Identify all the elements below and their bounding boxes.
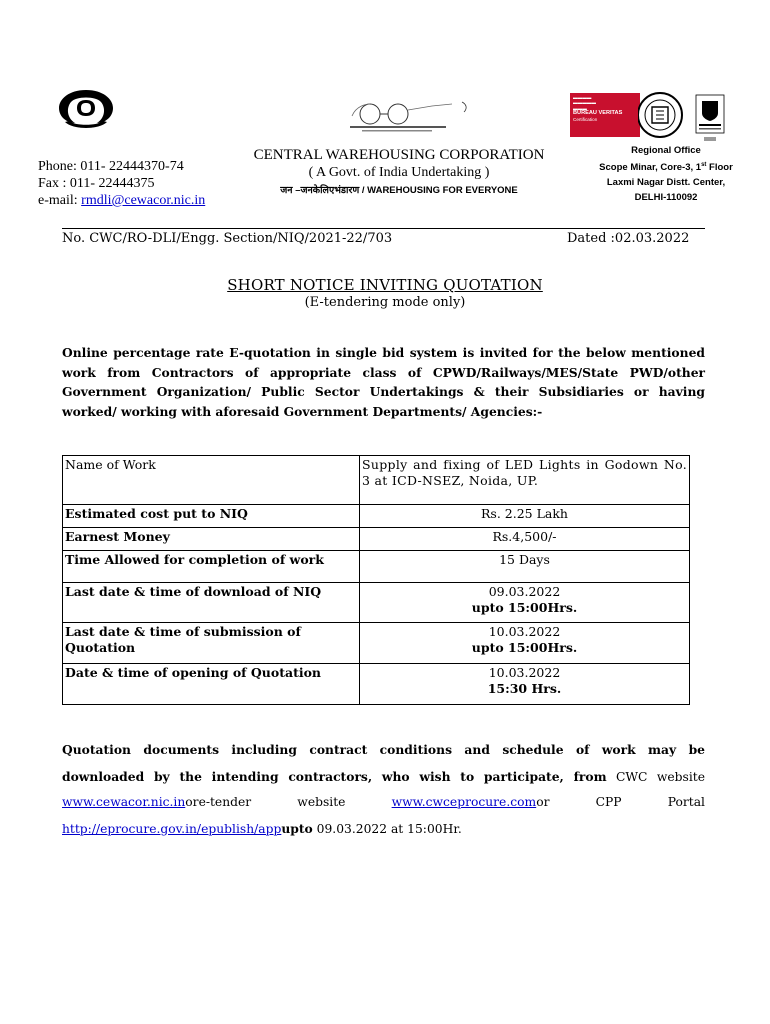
regional-line-1a: Scope Minar, Core-3, 1	[599, 162, 702, 174]
table-row	[63, 551, 690, 583]
submission-date: 10.03.2022	[488, 624, 561, 639]
bv-seal-icon	[638, 87, 730, 147]
opening-time: 15:30 Hrs.	[487, 681, 562, 696]
work-details-table	[62, 455, 690, 705]
header-divider	[62, 228, 705, 229]
org-name: CENTRAL WAREHOUSING CORPORATION	[253, 147, 545, 163]
regional-office-address	[568, 143, 764, 205]
email-label: e-mail:	[38, 193, 82, 208]
documents-text-3: or CPP Portal	[536, 795, 705, 809]
regional-title: Regional Office	[631, 145, 701, 156]
notice-title-block	[0, 276, 770, 310]
opening-date: 10.03.2022	[488, 665, 561, 680]
earnest-money-value: Rs.4,500/-	[360, 528, 690, 551]
name-of-work-value: Supply and fixing of LED Lights in Godown No. 3 at ICD-NSEZ, Noida, UP.	[360, 456, 690, 505]
estimated-cost-label: Estimated cost put to NIQ	[63, 505, 360, 528]
table-row	[63, 583, 690, 623]
table-row	[63, 664, 690, 705]
certification-logos	[570, 87, 730, 143]
eprocure-link[interactable]: http://eprocure.gov.in/epublish/app	[62, 821, 282, 836]
documents-deadline: 09.03.2022 at 15:00Hr.	[312, 821, 462, 836]
org-subtitle: ( A Govt. of India Undertaking )	[308, 165, 490, 180]
documents-paragraph	[62, 737, 705, 842]
notice-subtitle: (E-tendering mode only)	[304, 295, 466, 310]
completion-time-label: Time Allowed for completion of work	[63, 551, 360, 583]
regional-line-3: DELHI-110092	[634, 192, 698, 204]
table-row	[63, 623, 690, 664]
contact-block	[38, 158, 205, 209]
submission-time: upto 15:00Hrs.	[471, 640, 578, 655]
regional-line-2: Laxmi Nagar Distt. Center,	[606, 177, 726, 189]
download-deadline-label: Last date & time of download of NIQ	[63, 583, 360, 623]
download-deadline-value	[360, 583, 690, 623]
submission-deadline-label: Last date & time of submission of Quotation	[63, 623, 360, 664]
table-row	[63, 505, 690, 528]
regional-line-1b: Floor	[706, 162, 733, 174]
regional-line-1	[568, 158, 764, 175]
document-date: Dated :02.03.2022	[567, 231, 690, 246]
cwc-logo	[55, 86, 117, 132]
completion-time-value: 15 Days	[360, 551, 690, 583]
estimated-cost-value: Rs. 2.25 Lakh	[360, 505, 690, 528]
documents-text-2: ore-tender website	[185, 795, 392, 809]
opening-date-value	[360, 664, 690, 705]
cewacor-link[interactable]: www.cewacor.nic.in	[62, 795, 186, 809]
opening-date-label: Date & time of opening of Quotation	[63, 664, 360, 705]
download-date: 09.03.2022	[488, 584, 561, 599]
notice-title: SHORT NOTICE INVITING QUOTATION	[227, 276, 543, 294]
intro-paragraph: Online percentage rate E-quotation in single bid system is invited for the below mentioned work from Contractors of appropriate class of CPWD/Railways/MES/State PWD/other Government Organization/ Public Sector Undertakings & their Subsidiaries or having worked/ working with aforesaid Government Departments/ Agencies:-	[62, 345, 705, 419]
documents-text-bold: Quotation documents including contract conditions and schedule of work may be downloaded by the intending contractors, who wish to participate, from	[62, 742, 705, 784]
phone-number: Phone: 011- 22444370-74	[38, 159, 184, 174]
earnest-money-label: Earnest Money	[63, 528, 360, 551]
regional-line-1-sup: st	[701, 162, 707, 168]
bureau-veritas-badge: ▬▬▬▬ ▬▬▬▬▬ ▬▬▬ BUREAU VERITAS Certification	[570, 93, 640, 137]
reference-number: No. CWC/RO-DLI/Engg. Section/NIQ/2021-22/703	[62, 231, 393, 246]
download-time: upto 15:00Hrs.	[471, 600, 578, 615]
org-tagline: जन –जनकेलिएभंडारण / WAREHOUSING FOR EVERYONE	[280, 185, 518, 196]
table-row	[63, 528, 690, 551]
cert-small-text: Certification	[573, 116, 598, 122]
submission-deadline-value	[360, 623, 690, 664]
azadi-emblem	[322, 100, 474, 134]
cert-bv-text: BUREAU VERITAS	[573, 110, 623, 117]
org-heading	[236, 146, 562, 198]
name-of-work-label: Name of Work	[63, 456, 360, 505]
email-line	[38, 192, 205, 209]
table-row	[63, 456, 690, 505]
documents-upto: upto	[281, 820, 313, 836]
fax-number: Fax : 011- 22444375	[38, 176, 155, 191]
documents-text-1: CWC website	[606, 769, 705, 784]
email-link[interactable]: rmdli@cewacor.nic.in	[81, 193, 206, 208]
cwceprocure-link[interactable]: www.cwceprocure.com	[391, 795, 537, 809]
